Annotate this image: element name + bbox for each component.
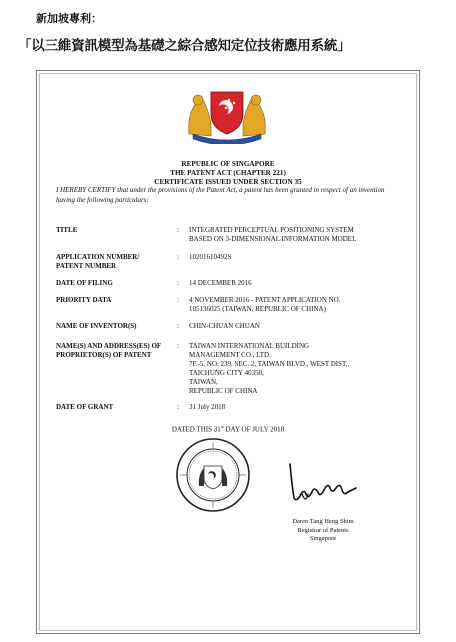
tiger-supporter [243, 95, 265, 136]
field-label: TITLE [56, 226, 78, 234]
header-title: 「以三維資訊模型為基礎之綜合感知定位技術應用系統」 [18, 38, 351, 53]
heading-certificate: CERTIFICATE ISSUED UNDER SECTION 35 [154, 178, 302, 186]
field-label: PRIORITY DATA [56, 296, 112, 304]
heading-republic: REPUBLIC OF SINGAPORE [181, 160, 275, 168]
shield [211, 92, 243, 134]
field-value: 31 July 2018 [189, 403, 226, 411]
heading-patent-act: THE PATENT ACT (CHAPTER 221) [170, 169, 286, 177]
dated-suffix: DAY OF JULY 2018 [223, 425, 285, 434]
field-label: DATE OF GRANT [56, 403, 114, 411]
field-label: APPLICATION NUMBER/ PATENT NUMBER [56, 253, 140, 270]
field-value: CHIN-CHUAN CHUAN [189, 322, 260, 330]
field-colon: : [177, 279, 179, 287]
field-label: NAME(S) AND ADDRESS(ES) OF PROPRIETOR(S) OF PATENT [56, 342, 162, 359]
field-value: INTEGRATED PERCEPTUAL POSITIONING SYSTEM BASED ON 3-DIMENSIONAL INFORMATION MODEL [189, 226, 357, 243]
field-colon: : [177, 322, 179, 330]
dated-line [40, 424, 416, 433]
seal-crest [199, 466, 227, 489]
dated-ordinal: st [220, 424, 224, 429]
field-value: TAIWAN INTERNATIONAL BUILDING MANAGEMENT CO., LTD. 7F.-5, NO. 239, SEC. 2, TAIWAN BLVD., WEST DIST., TAICHUNG CITY 40350, TAIWAN, REPUBLIC OF CHINA [189, 342, 350, 395]
field-label: NAME OF INVENTOR(S) [56, 322, 137, 330]
field-label: DATE OF FILING [56, 279, 113, 287]
registrar-country: Singapore [309, 535, 337, 542]
registrar-name: Daren Tang Heng Shim [292, 518, 354, 525]
certify-statement: I HEREBY CERTIFY that under the provisions of the Patent Act, a patent has been granted in respect of an invention having the following particulars: [56, 186, 385, 204]
coat-of-arms-emblem [183, 84, 271, 144]
field-colon: : [177, 226, 179, 234]
lion-supporter [189, 95, 211, 136]
registrar-title: Registrar of Patents [297, 526, 349, 534]
registrar-block [258, 518, 388, 544]
field-value: 14 DECEMBER 2016 [189, 279, 252, 287]
field-value: 4 NOVEMBER 2016 - PATENT APPLICATION NO. 105136025 (TAIWAN, REPUBLIC OF CHINA) [189, 296, 341, 313]
dated-prefix: DATED THIS 31 [171, 425, 221, 434]
field-colon: : [177, 403, 179, 411]
field-colon: : [177, 342, 179, 350]
header-label: 新加坡專利： [36, 13, 102, 25]
field-colon: : [177, 253, 179, 261]
registrar-signature [284, 458, 360, 508]
field-value: 10201610492S [189, 253, 232, 261]
field-colon: : [177, 296, 179, 304]
official-seal [174, 436, 252, 514]
